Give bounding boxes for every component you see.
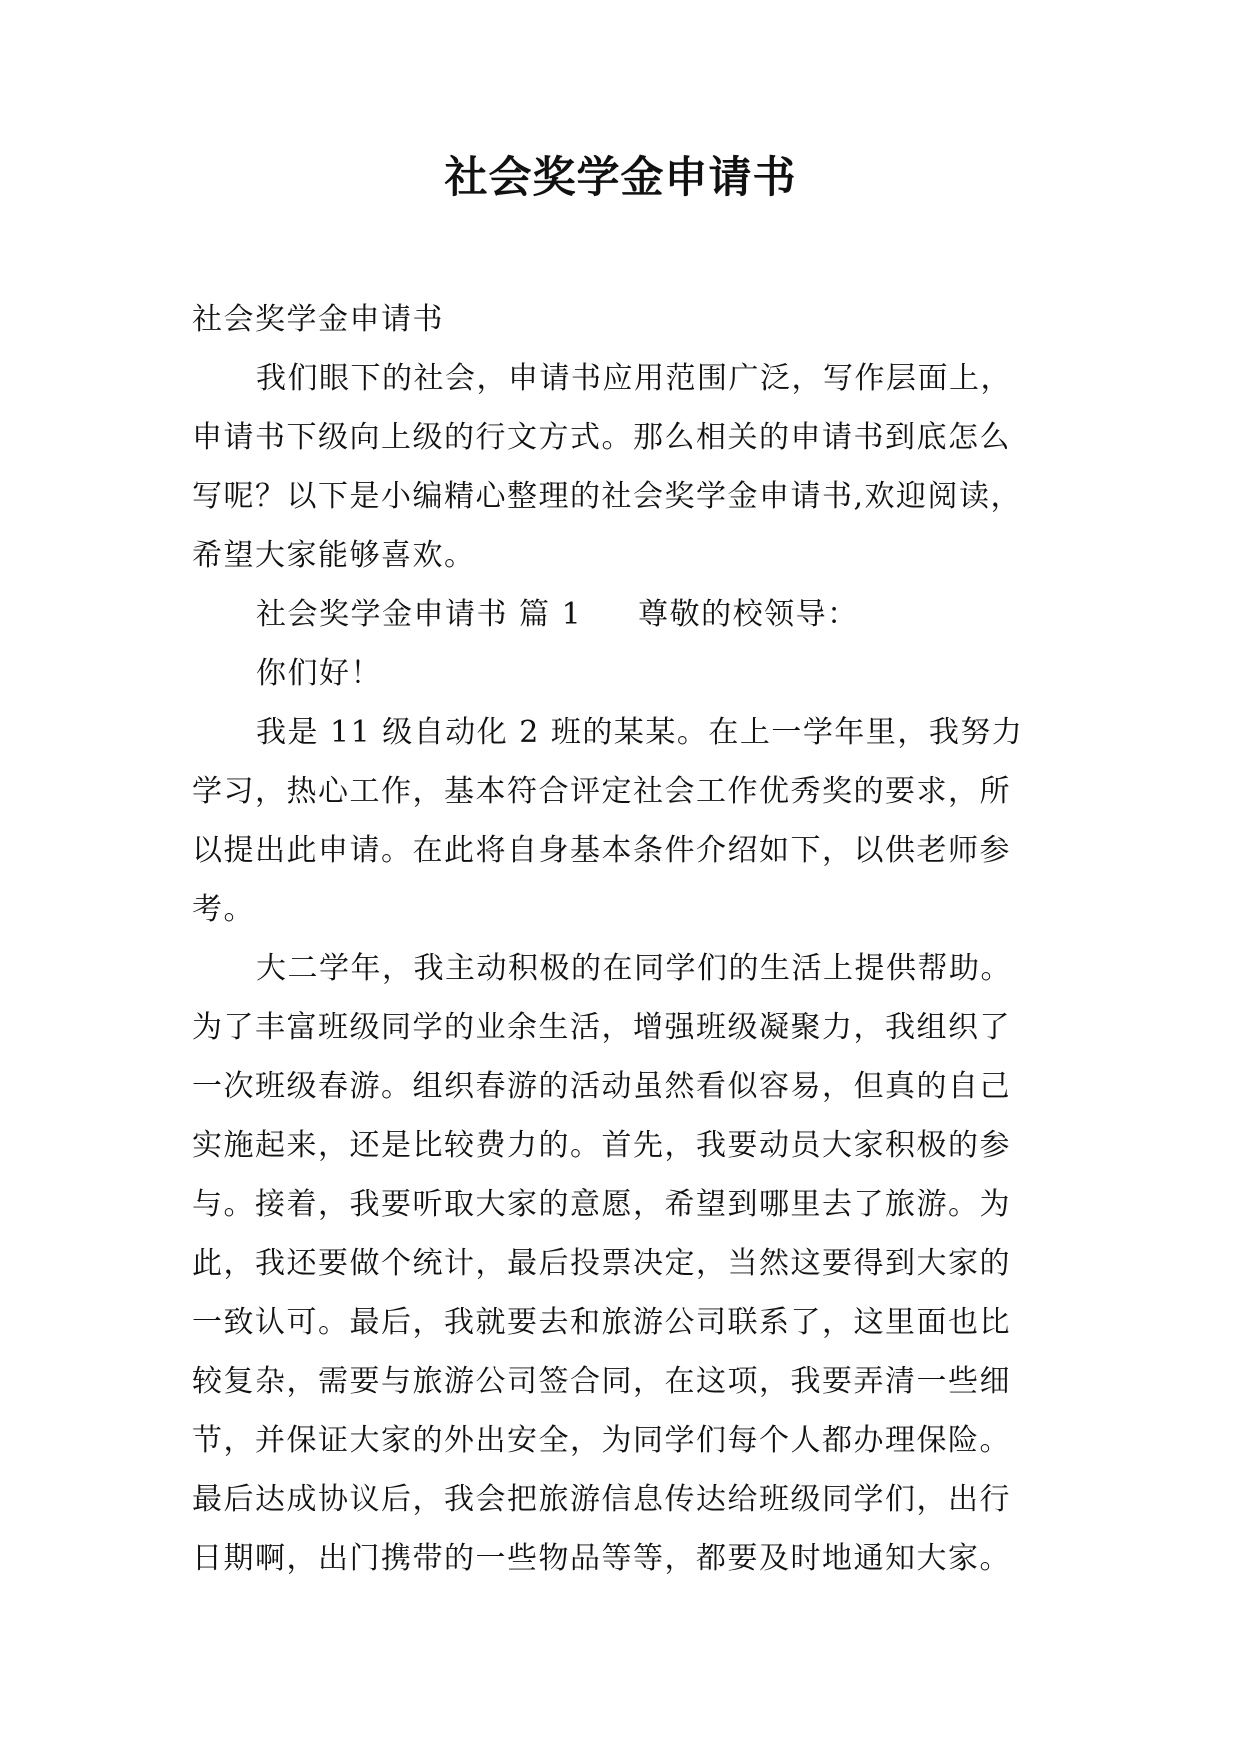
- text-line: 社会奖学金申请书: [192, 302, 444, 337]
- text-line: 考。: [192, 892, 255, 927]
- text-line: 大二学年，我主动积极的在同学们的生活上提供帮助。: [256, 951, 1012, 986]
- text-line: 为了丰富班级同学的业余生活，增强班级凝聚力，我组织了: [192, 1010, 1011, 1045]
- greeting-line: 你们好！: [256, 656, 382, 691]
- text-line: 一致认可。最后，我就要去和旅游公司联系了，这里面也比: [192, 1305, 1011, 1340]
- text-line: 此，我还要做个统计，最后投票决定，当然这要得到大家的: [192, 1246, 1011, 1281]
- text-line: 节，并保证大家的外出安全，为同学们每个人都办理保险。: [192, 1423, 1011, 1458]
- text-line: 最后达成协议后，我会把旅游信息传达给班级同学们，出行: [192, 1482, 1011, 1517]
- text-line: 我是 11 级自动化 2 班的某某。在上一学年里，我努力: [256, 715, 1024, 750]
- text-line: 申请书下级向上级的行文方式。那么相关的申请书到底怎么: [192, 420, 1011, 455]
- text-line: 日期啊，出门携带的一些物品等等，都要及时地通知大家。: [192, 1541, 1011, 1576]
- text-line: 实施起来，还是比较费力的。首先，我要动员大家积极的参: [192, 1128, 1011, 1163]
- text-line: 写呢？以下是小编精心整理的社会奖学金申请书,欢迎阅读，: [192, 479, 1023, 514]
- text-line: 较复杂，需要与旅游公司签合同，在这项，我要弄清一些细: [192, 1364, 1011, 1399]
- section-heading-line: [192, 585, 1072, 644]
- document-body: [192, 290, 1072, 1588]
- text-line: 与。接着，我要听取大家的意愿，希望到哪里去了旅游。为: [192, 1187, 1011, 1222]
- text-line: 一次班级春游。组织春游的活动虽然看似容易，但真的自己: [192, 1069, 1011, 1104]
- text-line: 我们眼下的社会，申请书应用范围广泛，写作层面上，: [256, 361, 1012, 396]
- document-title: 社会奖学金申请书: [444, 153, 797, 203]
- salutation: 尊敬的校领导：: [638, 597, 859, 632]
- text-line: 学习，热心工作，基本符合评定社会工作优秀奖的要求，所: [192, 774, 1011, 809]
- text-line: 希望大家能够喜欢。: [192, 538, 476, 573]
- section-heading: 社会奖学金申请书 篇 1: [256, 597, 583, 632]
- text-line: 以提出此申请。在此将自身基本条件介绍如下，以供老师参: [192, 833, 1011, 868]
